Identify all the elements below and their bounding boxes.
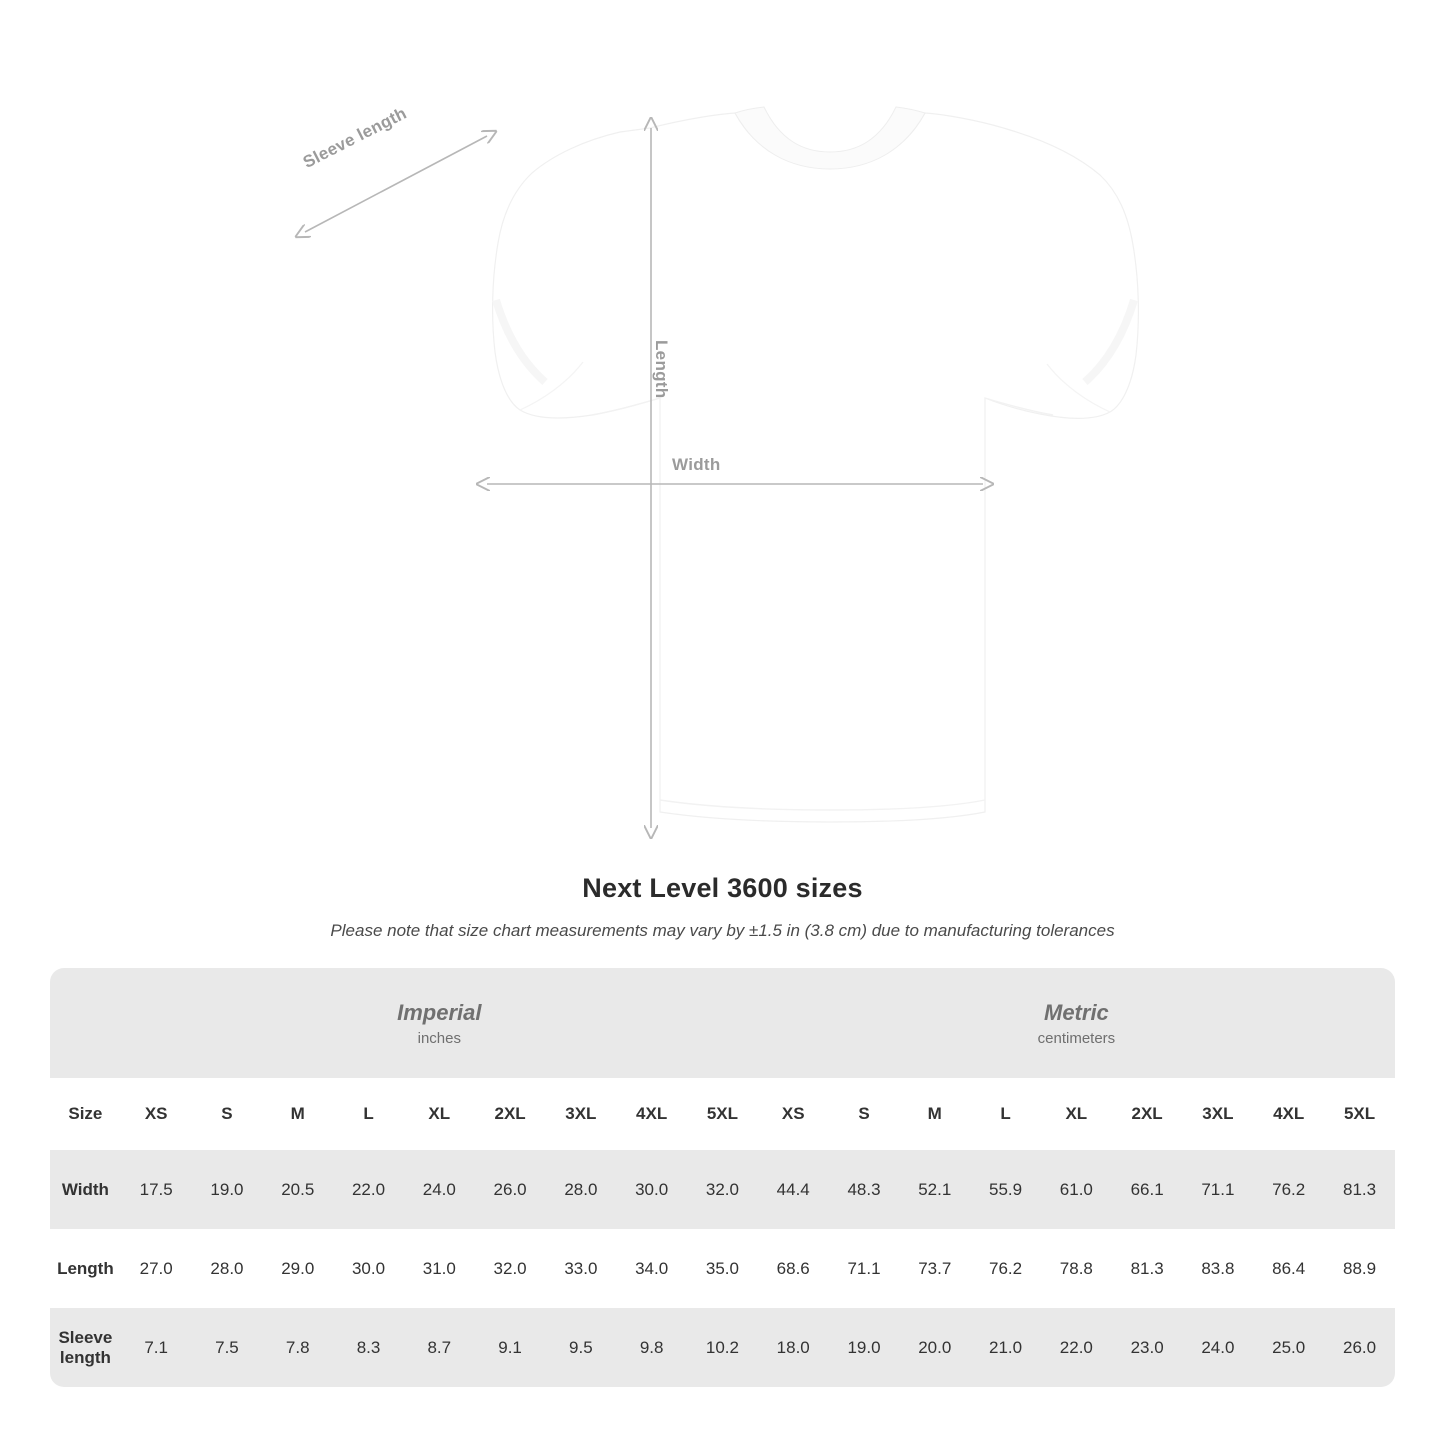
size-header-imperial-2: M (262, 1078, 333, 1150)
imperial-unit-sub: inches (417, 1030, 461, 1048)
width-imperial-4: 24.0 (404, 1150, 475, 1229)
table-row-width (50, 1150, 1395, 1229)
length-metric-5: 81.3 (1112, 1229, 1183, 1308)
length-imperial-4: 31.0 (404, 1229, 475, 1308)
tolerance-note: Please note that size chart measurements may vary by ±1.5 in (3.8 cm) due to manufacturing tolerances (330, 921, 1115, 940)
length-imperial-8: 35.0 (687, 1229, 758, 1308)
sleeve-metric-2: 20.0 (899, 1308, 970, 1387)
width-imperial-0: 17.5 (121, 1150, 192, 1229)
size-header-label: Size (50, 1078, 121, 1150)
sleeve-metric-6: 24.0 (1183, 1308, 1254, 1387)
size-header-imperial-7: 4XL (616, 1078, 687, 1150)
size-header-metric-4: XL (1041, 1078, 1112, 1150)
length-label: Length (652, 340, 671, 399)
size-header-imperial-1: S (192, 1078, 263, 1150)
length-imperial-7: 34.0 (616, 1229, 687, 1308)
tshirt-shape (493, 107, 1139, 822)
length-metric-0: 68.6 (758, 1229, 829, 1308)
row-label-width: Width (50, 1150, 121, 1229)
imperial-unit-name: Imperial (397, 999, 482, 1025)
sleeve-imperial-1: 7.5 (192, 1308, 263, 1387)
width-metric-4: 61.0 (1041, 1150, 1112, 1229)
size-header-metric-2: M (899, 1078, 970, 1150)
row-label-sleeve-length: Sleeve length (50, 1308, 121, 1387)
size-header-imperial-0: XS (121, 1078, 192, 1150)
size-header-imperial-5: 2XL (475, 1078, 546, 1150)
table-row-sleeve-length (50, 1308, 1395, 1387)
sleeve-imperial-3: 8.3 (333, 1308, 404, 1387)
table-row-length (50, 1229, 1395, 1308)
sleeve-metric-8: 26.0 (1324, 1308, 1395, 1387)
length-metric-1: 71.1 (829, 1229, 900, 1308)
sleeve-metric-5: 23.0 (1112, 1308, 1183, 1387)
sleeve-metric-3: 21.0 (970, 1308, 1041, 1387)
width-imperial-6: 28.0 (545, 1150, 616, 1229)
size-header-metric-6: 3XL (1183, 1078, 1254, 1150)
width-label: Width (672, 455, 721, 474)
sleeve-imperial-5: 9.1 (475, 1308, 546, 1387)
length-metric-4: 78.8 (1041, 1229, 1112, 1308)
sleeve-metric-4: 22.0 (1041, 1308, 1112, 1387)
sleeve-metric-1: 19.0 (829, 1308, 900, 1387)
sleeve-metric-7: 25.0 (1253, 1308, 1324, 1387)
width-metric-3: 55.9 (970, 1150, 1041, 1229)
metric-unit-sub: centimeters (1037, 1030, 1116, 1048)
size-header-metric-1: S (829, 1078, 900, 1150)
size-header-metric-7: 4XL (1253, 1078, 1324, 1150)
length-metric-3: 76.2 (970, 1229, 1041, 1308)
size-header-metric-3: L (970, 1078, 1041, 1150)
width-metric-8: 81.3 (1324, 1150, 1395, 1229)
width-imperial-8: 32.0 (687, 1150, 758, 1229)
title-block (0, 873, 1445, 941)
unit-header-row (50, 968, 1395, 1078)
size-header-metric-5: 2XL (1112, 1078, 1183, 1150)
length-imperial-1: 28.0 (192, 1229, 263, 1308)
sleeve-imperial-2: 7.8 (262, 1308, 333, 1387)
size-table-wrapper (50, 968, 1395, 1387)
width-imperial-3: 22.0 (333, 1150, 404, 1229)
length-metric-2: 73.7 (899, 1229, 970, 1308)
size-table (50, 968, 1395, 1387)
width-metric-2: 52.1 (899, 1150, 970, 1229)
sleeve-imperial-0: 7.1 (121, 1308, 192, 1387)
size-header-row (50, 1078, 1395, 1150)
length-imperial-0: 27.0 (121, 1229, 192, 1308)
sleeve-imperial-6: 9.5 (545, 1308, 616, 1387)
row-label-length: Length (50, 1229, 121, 1308)
length-imperial-6: 33.0 (545, 1229, 616, 1308)
width-metric-1: 48.3 (829, 1150, 900, 1229)
size-header-metric-8: 5XL (1324, 1078, 1395, 1150)
metric-unit-cell (758, 968, 1395, 1078)
width-metric-0: 44.4 (758, 1150, 829, 1229)
length-metric-6: 83.8 (1183, 1229, 1254, 1308)
size-header-imperial-3: L (333, 1078, 404, 1150)
length-metric-8: 88.9 (1324, 1229, 1395, 1308)
length-imperial-2: 29.0 (262, 1229, 333, 1308)
width-imperial-7: 30.0 (616, 1150, 687, 1229)
width-imperial-5: 26.0 (475, 1150, 546, 1229)
sleeve-imperial-4: 8.7 (404, 1308, 475, 1387)
length-imperial-3: 30.0 (333, 1229, 404, 1308)
unit-corner-cell (50, 968, 121, 1078)
sleeve-imperial-8: 10.2 (687, 1308, 758, 1387)
sleeve-metric-0: 18.0 (758, 1308, 829, 1387)
width-metric-6: 71.1 (1183, 1150, 1254, 1229)
sleeve-imperial-7: 9.8 (616, 1308, 687, 1387)
size-header-metric-0: XS (758, 1078, 829, 1150)
size-header-imperial-4: XL (404, 1078, 475, 1150)
size-header-imperial-8: 5XL (687, 1078, 758, 1150)
sleeve-length-label: Sleeve length (300, 103, 410, 172)
size-header-imperial-6: 3XL (545, 1078, 616, 1150)
width-metric-7: 76.2 (1253, 1150, 1324, 1229)
width-metric-5: 66.1 (1112, 1150, 1183, 1229)
length-imperial-5: 32.0 (475, 1229, 546, 1308)
width-imperial-1: 19.0 (192, 1150, 263, 1229)
metric-unit-name: Metric (1044, 999, 1109, 1025)
width-imperial-2: 20.5 (262, 1150, 333, 1229)
length-metric-7: 86.4 (1253, 1229, 1324, 1308)
page-title: Next Level 3600 sizes (582, 873, 863, 903)
imperial-unit-cell (121, 968, 758, 1078)
